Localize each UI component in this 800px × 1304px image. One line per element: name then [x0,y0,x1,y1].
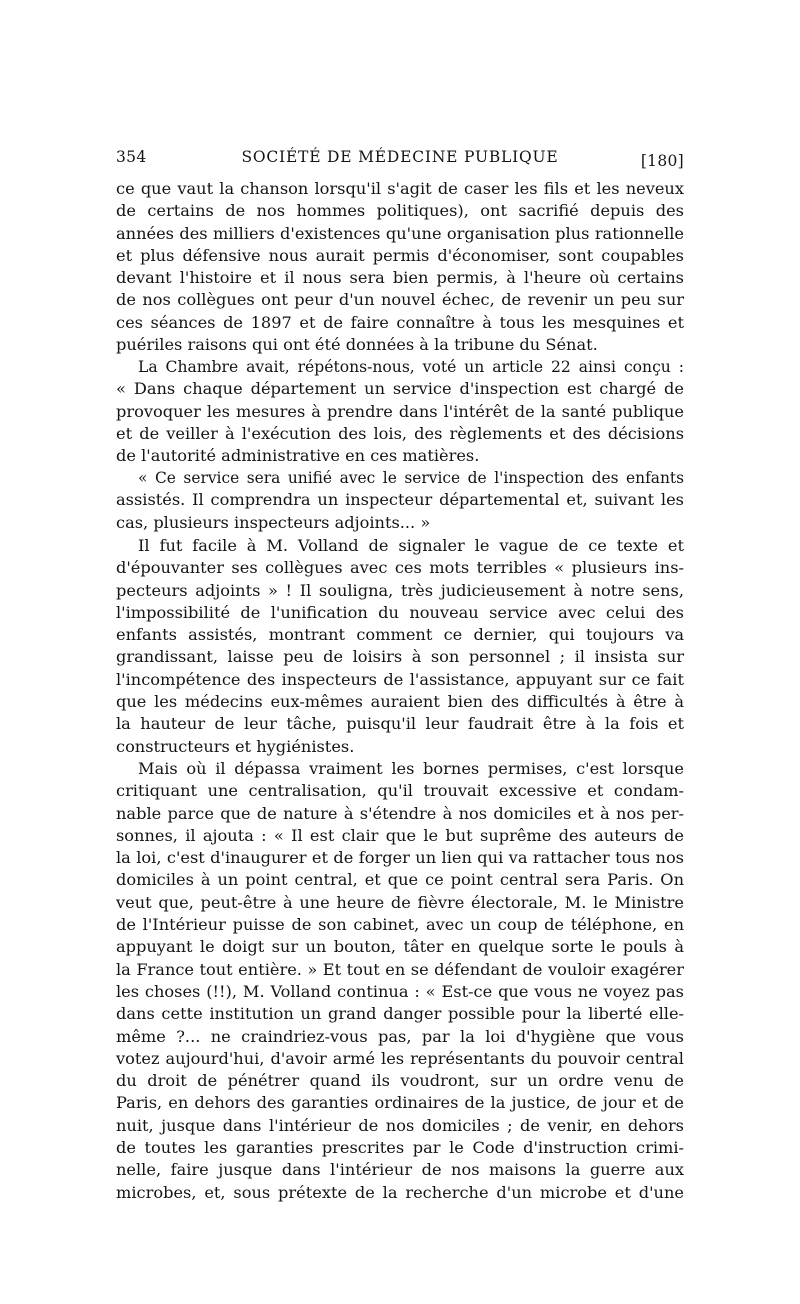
text-line: ce que vaut la chanson lorsqu'il s'agit de caser les fils et les neveux [116,179,684,198]
page-number: 354 [116,148,147,166]
text-line: ces séances de 1897 et de faire connaître à tous les mesquines et [116,312,684,332]
text-line: dans cette institution un grand danger possible pour la liberté elle- [116,1004,684,1024]
paragraph [116,178,684,356]
text-line: du droit de pénétrer quand ils voudront, sur un ordre venu de [116,1071,684,1091]
text-line: veut que, peut-être à une heure de fièvre électorale, M. le Ministre [116,892,684,912]
paragraph [116,758,684,1204]
text-line: devant l'histoire et il nous sera bien permis, à l'heure où certains [116,268,684,288]
text-line: domiciles à un point central, et que ce point central sera Paris. On [116,870,684,890]
text-line: la France tout entière. » Et tout en se défendant de vouloir exagérer [116,959,684,979]
text-line: constructeurs et hygiénistes. [116,736,355,756]
page-header [116,146,684,172]
text-line: que les médecins eux-mêmes auraient bien des difficultés à être à [116,692,684,712]
text-line: même ?... ne craindriez-vous pas, par la loi d'hygiène que vous [116,1026,684,1046]
paragraph [116,356,684,467]
text-line: la loi, c'est d'inaugurer et de forger un lien qui va rattacher tous nos [116,848,684,868]
text-line: nuit, jusque dans l'intérieur de nos domiciles ; de venir, en dehors [116,1115,684,1135]
text-line: Mais où il dépassa vraiment les bornes permises, c'est lorsque [138,759,684,778]
text-line: et plus défensive nous aurait permis d'économiser, sont coupables [116,245,684,265]
section-number: [180] [640,152,684,170]
text-line: années des milliers d'existences qu'une organisation plus rationnelle [116,223,684,243]
text-line: pecteurs adjoints » ! Il souligna, très judicieusement à notre sens, [116,580,684,600]
text-line: sonnes, il ajouta : « Il est clair que le but suprême des auteurs de [116,825,684,845]
text-line: de nos collègues ont peur d'un nouvel échec, de revenir un peu sur [116,290,684,310]
text-line: cas, plusieurs inspecteurs adjoints... » [116,512,431,532]
running-title: SOCIÉTÉ DE MÉDECINE PUBLIQUE [241,148,559,166]
text-line: Il fut facile à M. Volland de signaler le vague de ce texte et [138,536,684,555]
text-line: l'incompétence des inspecteurs de l'assistance, appuyant sur ce fait [116,669,684,689]
text-line: nable parce que de nature à s'étendre à nos domiciles et à nos per- [116,803,684,823]
text-line: La Chambre avait, répétons-nous, voté un article 22 ainsi conçu : [138,358,684,376]
text-line: la hauteur de leur tâche, puisqu'il leur faudrait être à la fois et [116,714,684,734]
text-line: l'impossibilité de l'unification du nouveau service avec celui des [116,602,684,622]
text-line: d'épouvanter ses collègues avec ces mots terribles « plusieurs ins- [116,558,684,578]
text-line: et de veiller à l'exécution des lois, des règlements et des décisions [116,423,684,443]
text-line: assistés. Il comprendra un inspecteur départemental et, suivant les [116,490,684,510]
text-line: les choses (!!), M. Volland continua : « Est-ce que vous ne voyez pas [116,981,684,1001]
text-line: appuyant le doigt sur un bouton, tâter en quelque sorte le pouls à [116,937,684,957]
paragraph [116,467,684,534]
text-line: nelle, faire jusque dans l'intérieur de nos maisons la guerre aux [116,1160,684,1180]
text-line: de certains de nos hommes politiques), ont sacrifié depuis des [116,201,684,221]
text-line: grandissant, laisse peu de loisirs à son personnel ; il insista sur [116,647,684,667]
text-line: Paris, en dehors des garanties ordinaires de la justice, de jour et de [116,1093,684,1113]
text-line: enfants assistés, montrant comment ce dernier, qui toujours va [116,625,684,645]
text-line: critiquant une centralisation, qu'il trouvait excessive et condam- [116,781,684,801]
text-line: votez aujourd'hui, d'avoir armé les représentants du pouvoir central [116,1048,684,1068]
paragraph [116,535,684,758]
text-line: de l'Intérieur puisse de son cabinet, avec un coup de téléphone, en [116,915,684,935]
text-line: de l'autorité administrative en ces matières. [116,446,480,466]
text-line: « Dans chaque département un service d'inspection est chargé de [116,379,684,399]
text-line: puériles raisons qui ont été données à la tribune du Sénat. [116,335,598,355]
text-line: « Ce service sera unifié avec le service de l'inspection des enfants [138,469,684,487]
text-line: microbes, et, sous prétexte de la recherche d'un microbe et d'une [116,1182,684,1202]
text-line: provoquer les mesures à prendre dans l'intérêt de la santé publique [116,401,684,421]
text-line: de toutes les garanties prescrites par le Code d'instruction crimi- [116,1138,684,1158]
